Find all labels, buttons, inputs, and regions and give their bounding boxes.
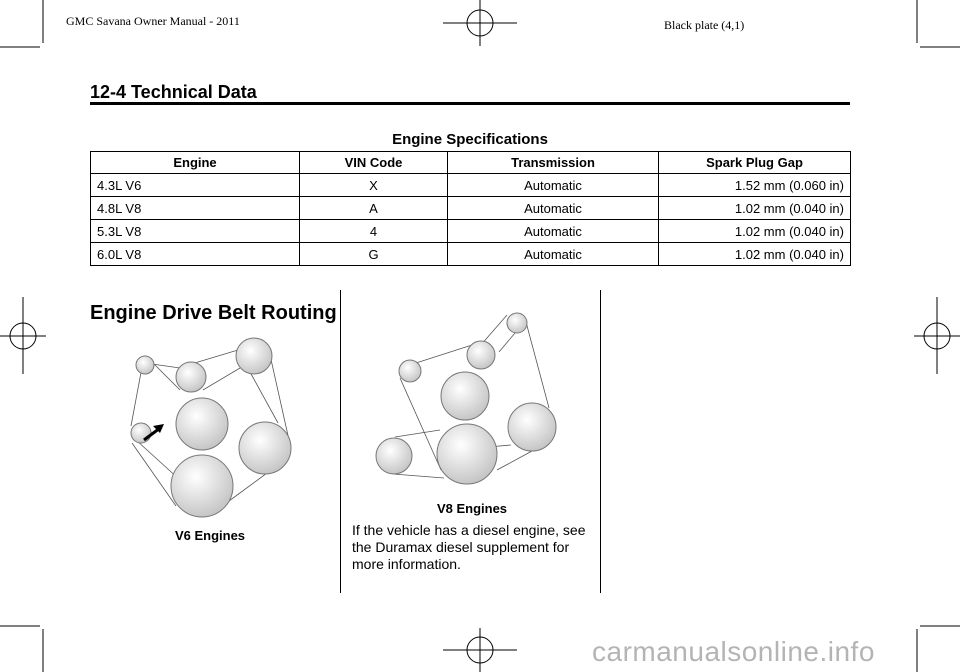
cell-transmission: Automatic <box>448 197 659 220</box>
table-row <box>91 197 851 220</box>
v8-caption: V8 Engines <box>436 501 508 516</box>
cell-engine: 6.0L V8 <box>91 243 300 266</box>
table-row <box>91 220 851 243</box>
engine-spec-table <box>90 151 851 266</box>
cell-transmission: Automatic <box>448 174 659 197</box>
cell-engine: 4.8L V8 <box>91 197 300 220</box>
table-header-row <box>91 152 851 174</box>
cell-vin: X <box>300 174 448 197</box>
table-row <box>91 243 851 266</box>
section-rule <box>90 102 850 105</box>
watermark: carmanualsonline.info <box>592 636 875 667</box>
cell-spark-gap: 1.52 mm (0.060 in) <box>659 174 851 197</box>
v6-caption: V6 Engines <box>174 528 246 543</box>
cell-engine: 4.3L V6 <box>91 174 300 197</box>
col-spark-gap: Spark Plug Gap <box>659 152 851 174</box>
cell-spark-gap: 1.02 mm (0.040 in) <box>659 197 851 220</box>
col-vin: VIN Code <box>300 152 448 174</box>
column-divider-left <box>340 290 341 593</box>
diesel-note: If the vehicle has a diesel engine, see the Duramax diesel supplement for more information. <box>352 522 586 572</box>
section-heading: 12-4 Technical Data <box>90 82 257 102</box>
cell-spark-gap: 1.02 mm (0.040 in) <box>659 243 851 266</box>
cell-vin: A <box>300 197 448 220</box>
belt-routing-heading: Engine Drive Belt Routing <box>90 302 337 324</box>
cell-engine: 5.3L V8 <box>91 220 300 243</box>
cell-vin: 4 <box>300 220 448 243</box>
table-row <box>91 174 851 197</box>
header-manual-title: GMC Savana Owner Manual - 2011 <box>66 14 240 28</box>
table-title: Engine Specifications <box>392 131 548 148</box>
cell-transmission: Automatic <box>448 220 659 243</box>
cell-transmission: Automatic <box>448 243 659 266</box>
header-plate-label: Black plate (4,1) <box>664 18 745 32</box>
col-transmission: Transmission <box>448 152 659 174</box>
cell-vin: G <box>300 243 448 266</box>
cell-spark-gap: 1.02 mm (0.040 in) <box>659 220 851 243</box>
col-engine: Engine <box>91 152 300 174</box>
